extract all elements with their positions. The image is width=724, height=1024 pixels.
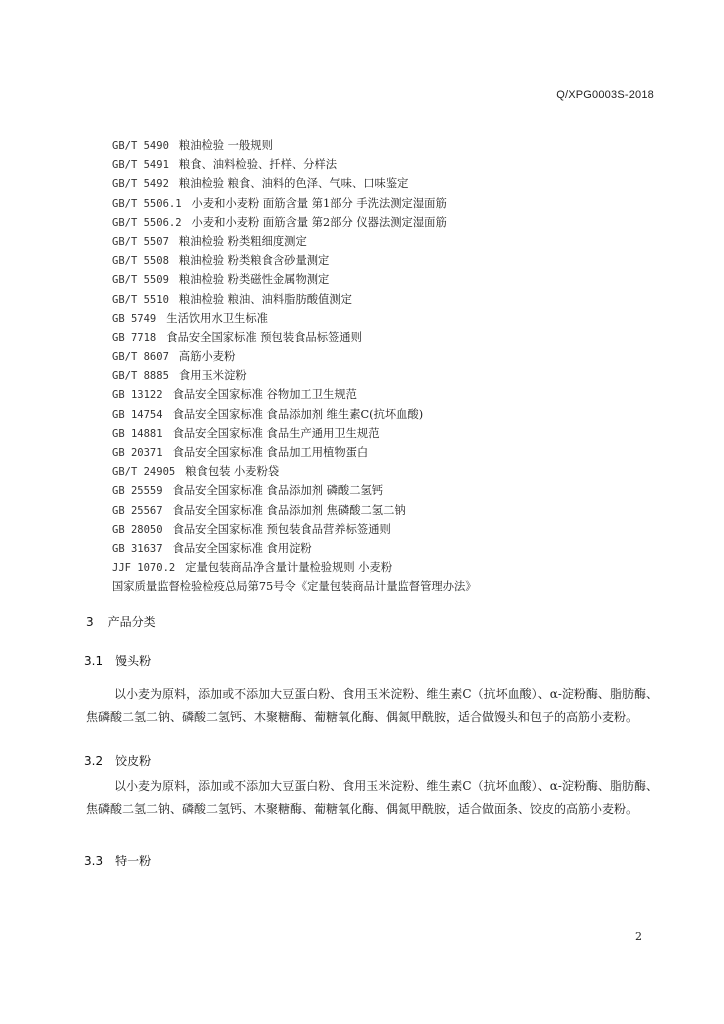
- reference-title: 小麦和小麦粉 面筋含量 第1部分 手洗法测定湿面筋: [191, 196, 447, 210]
- reference-item: [112, 481, 672, 500]
- reference-title: 食品安全国家标准 食品加工用植物蛋白: [172, 446, 369, 459]
- section-3-heading: [86, 613, 156, 630]
- reference-code: GB 14754: [112, 408, 163, 421]
- reference-item: [112, 520, 672, 539]
- subsection-number: 3.2: [84, 754, 104, 768]
- reference-item: [112, 309, 672, 328]
- subsection-title: 馒头粉: [115, 654, 152, 668]
- subsection-3-2-text: 以小麦为原料，添加或不添加大豆蛋白粉、食用玉米淀粉、维生素C（抗坏血酸）、α-淀粉酶、脂肪酶、焦磷酸二氢二钠、磷酸二氢钙、木聚糖酶、葡糖氧化酶、偶氮甲酰胺，适合做面条、饺皮的高筋小麦粉。: [86, 779, 658, 816]
- reference-title: 国家质量监督检验检疫总局第75号令《定量包装商品计量监督管理办法》: [112, 580, 477, 594]
- reference-item: [112, 385, 672, 404]
- subsection-title: 饺皮粉: [115, 754, 152, 768]
- subsection-3-1-heading: [84, 652, 151, 669]
- reference-title: 食品安全国家标准 食用淀粉: [172, 541, 312, 555]
- reference-item: [112, 155, 672, 174]
- subsection-3-1-text: 以小麦为原料，添加或不添加大豆蛋白粉、食用玉米淀粉、维生素C（抗坏血酸）、α-淀粉酶、脂肪酶、焦磷酸二氢二钠、磷酸二氢钙、木聚糖酶、葡糖氧化酶、偶氮甲酰胺，适合做馒头和包子的高筋小麦粉。: [86, 687, 658, 724]
- reference-title: 食品安全国家标准 预包装食品标签通则: [166, 330, 362, 344]
- reference-item: [112, 443, 672, 462]
- reference-item: [112, 174, 672, 193]
- reference-item: [112, 347, 672, 366]
- section-number: 3: [86, 615, 94, 629]
- reference-code: GB 13122: [112, 389, 163, 402]
- reference-title: 粮食包装 小麦粉袋: [185, 465, 280, 479]
- reference-item: [112, 366, 672, 385]
- reference-title: 食用玉米淀粉: [178, 369, 247, 383]
- reference-item: [112, 424, 672, 443]
- reference-code: GB/T 8885: [112, 370, 169, 383]
- reference-item: [112, 136, 672, 155]
- reference-code: GB/T 5509: [112, 274, 169, 287]
- reference-item: [112, 290, 672, 309]
- reference-title: 食品安全国家标准 食品添加剂 维生素C(抗坏血酸): [172, 407, 424, 421]
- reference-code: GB 31637: [112, 542, 163, 555]
- reference-title: 食品安全国家标准 谷物加工卫生规范: [172, 388, 357, 402]
- subsection-number: 3.3: [84, 854, 104, 868]
- subsection-3-3-heading: [84, 852, 151, 869]
- reference-title: 高筋小麦粉: [178, 350, 236, 364]
- reference-code: GB/T 8607: [112, 351, 169, 364]
- reference-code: GB 25567: [112, 504, 163, 517]
- reference-item: [112, 405, 672, 424]
- reference-code: JJF 1070.2: [112, 562, 176, 575]
- reference-item: [112, 462, 672, 481]
- reference-code: GB/T 5491: [112, 159, 169, 172]
- reference-title: 粮油检验 粮油、油料脂肪酸值测定: [178, 292, 352, 306]
- subsection-title: 特一粉: [115, 854, 152, 868]
- reference-item: [112, 213, 672, 232]
- reference-item: [112, 232, 672, 251]
- reference-title: 粮油检验 一般规则: [178, 139, 273, 152]
- reference-item: [112, 328, 672, 347]
- reference-code: GB 14881: [112, 427, 163, 440]
- reference-item: [112, 501, 672, 520]
- reference-title: 粮油检验 粉类粗细度测定: [178, 234, 307, 248]
- reference-code: GB/T 5510: [112, 293, 169, 306]
- reference-code: GB 28050: [112, 523, 163, 536]
- subsection-number: 3.1: [84, 654, 104, 668]
- reference-item: [112, 194, 672, 213]
- reference-code: GB/T 5508: [112, 255, 169, 268]
- reference-title: 食品安全国家标准 食品生产通用卫生规范: [172, 426, 380, 440]
- reference-code: GB 5749: [112, 312, 157, 325]
- reference-code: GB/T 5492: [112, 178, 169, 191]
- reference-item: [112, 539, 672, 558]
- normative-references-list: [112, 136, 672, 597]
- reference-item: [112, 558, 672, 577]
- reference-title: 食品安全国家标准 食品添加剂 焦磷酸二氢二钠: [172, 503, 406, 517]
- document-id: Q/XPG0003S-2018: [556, 89, 654, 101]
- reference-title: 粮油检验 粉类粮食含砂量测定: [178, 254, 330, 268]
- section-title: 产品分类: [107, 615, 156, 629]
- reference-item: [112, 270, 672, 289]
- reference-code: GB/T 24905: [112, 466, 176, 479]
- subsection-3-2-heading: [84, 752, 151, 769]
- reference-code: GB/T 5490: [112, 140, 169, 152]
- reference-code: GB/T 5507: [112, 235, 169, 248]
- reference-title: 食品安全国家标准 食品添加剂 磷酸二氢钙: [172, 484, 384, 498]
- reference-code: GB/T 5506.1: [112, 197, 182, 210]
- reference-code: GB 20371: [112, 447, 163, 459]
- reference-code: GB 25559: [112, 485, 163, 498]
- reference-title: 定量包装商品净含量计量检验规则 小麦粉: [185, 561, 393, 575]
- reference-title: 小麦和小麦粉 面筋含量 第2部分 仪器法测定湿面筋: [191, 215, 447, 229]
- reference-title: 粮食、油料检验、扦样、分样法: [178, 158, 338, 172]
- reference-item: [112, 577, 672, 596]
- page-number: 2: [635, 930, 642, 943]
- reference-title: 食品安全国家标准 预包装食品营养标签通则: [172, 522, 391, 536]
- reference-item: [112, 251, 672, 270]
- reference-title: 粮油检验 粉类磁性金属物测定: [178, 273, 330, 287]
- reference-title: 生活饮用水卫生标准: [166, 311, 268, 325]
- reference-code: GB 7718: [112, 331, 157, 344]
- reference-code: GB/T 5506.2: [112, 216, 182, 229]
- reference-title: 粮油检验 粮食、油料的色泽、气味、口味鉴定: [178, 177, 409, 191]
